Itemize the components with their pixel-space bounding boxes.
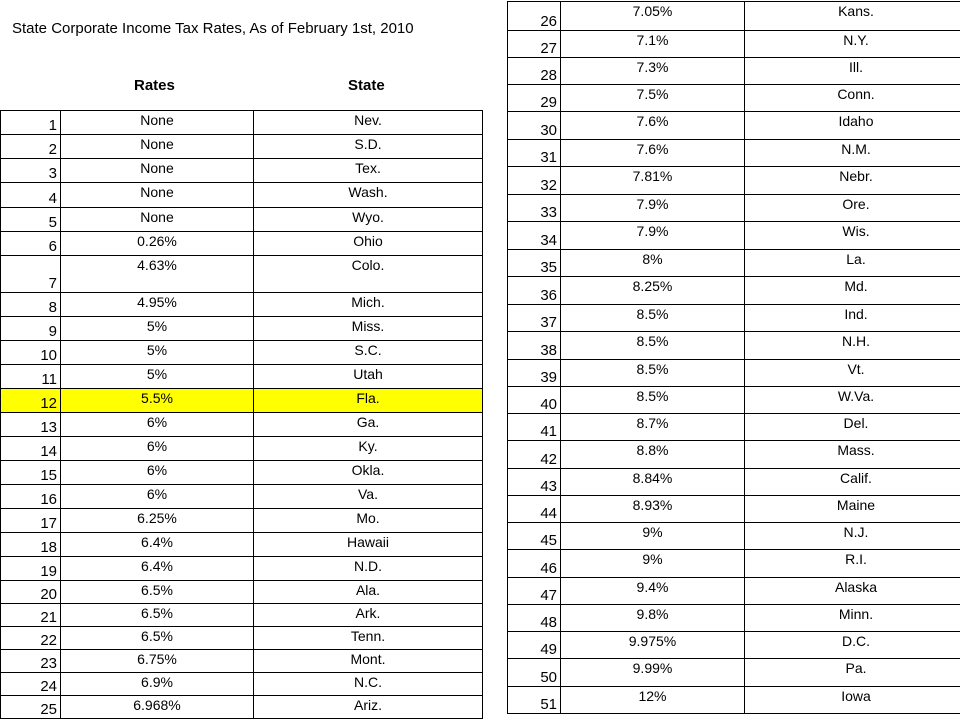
state-cell: Va. xyxy=(254,485,483,509)
rate-cell: 6.75% xyxy=(61,650,254,673)
state-cell: N.J. xyxy=(745,523,960,550)
rank-cell: 12 xyxy=(1,389,61,413)
state-cell: Hawaii xyxy=(254,533,483,557)
rate-cell: 9.4% xyxy=(561,578,745,605)
state-cell: Maine xyxy=(745,496,960,523)
rank-cell: 47 xyxy=(508,578,561,605)
table-row xyxy=(508,250,960,277)
rank-cell: 29 xyxy=(508,85,561,112)
state-cell: N.C. xyxy=(254,673,483,696)
rate-cell: 7.1% xyxy=(561,31,745,58)
table-row xyxy=(508,578,960,605)
state-cell: Vt. xyxy=(745,360,960,387)
state-cell: Calif. xyxy=(745,469,960,496)
state-cell: Utah xyxy=(254,365,483,389)
rate-cell: 8.5% xyxy=(561,360,745,387)
rate-cell: 7.6% xyxy=(561,140,745,167)
table-row xyxy=(1,232,483,256)
state-cell: Fla. xyxy=(254,389,483,413)
table-row xyxy=(1,183,483,208)
table-row xyxy=(508,167,960,195)
table-row xyxy=(1,485,483,509)
rank-cell: 14 xyxy=(1,437,61,461)
table-row xyxy=(1,437,483,461)
state-cell: Mo. xyxy=(254,509,483,533)
rate-cell: 7.9% xyxy=(561,195,745,222)
rank-cell: 11 xyxy=(1,365,61,389)
rate-cell: 7.81% xyxy=(561,167,745,195)
rank-cell: 5 xyxy=(1,208,61,232)
rank-cell: 35 xyxy=(508,250,561,277)
rate-cell: 8.5% xyxy=(561,387,745,414)
state-cell: Ky. xyxy=(254,437,483,461)
rate-cell: 7.3% xyxy=(561,58,745,85)
rank-cell: 15 xyxy=(1,461,61,485)
rank-cell: 24 xyxy=(1,673,61,696)
rate-cell: None xyxy=(61,135,254,159)
state-cell: Wyo. xyxy=(254,208,483,232)
state-cell: Wash. xyxy=(254,183,483,208)
state-cell: N.D. xyxy=(254,557,483,581)
rate-cell: 6% xyxy=(61,461,254,485)
state-cell: Ala. xyxy=(254,581,483,604)
table-row xyxy=(1,159,483,183)
rank-cell: 45 xyxy=(508,523,561,550)
rank-cell: 40 xyxy=(508,387,561,414)
state-cell: Iowa xyxy=(745,687,960,714)
rank-cell: 19 xyxy=(1,557,61,581)
state-cell: Mich. xyxy=(254,293,483,317)
rate-cell: 6% xyxy=(61,437,254,461)
state-cell: Mont. xyxy=(254,650,483,673)
state-cell: Ariz. xyxy=(254,696,483,719)
rank-cell: 38 xyxy=(508,332,561,360)
rank-cell: 31 xyxy=(508,140,561,167)
rank-cell: 16 xyxy=(1,485,61,509)
rank-cell: 43 xyxy=(508,469,561,496)
rate-cell: None xyxy=(61,208,254,232)
rank-cell: 46 xyxy=(508,550,561,578)
state-cell: Mass. xyxy=(745,441,960,469)
rank-cell: 32 xyxy=(508,167,561,195)
table-row xyxy=(1,341,483,365)
table-row xyxy=(1,413,483,437)
table-row xyxy=(1,650,483,673)
table-row xyxy=(1,673,483,696)
state-cell: Kans. xyxy=(745,2,960,31)
rate-cell: 9% xyxy=(561,550,745,578)
rank-cell: 13 xyxy=(1,413,61,437)
table-row xyxy=(508,58,960,85)
state-cell: Miss. xyxy=(254,317,483,341)
table-row xyxy=(508,414,960,441)
state-cell: N.H. xyxy=(745,332,960,360)
state-cell: Ohio xyxy=(254,232,483,256)
state-cell: Alaska xyxy=(745,578,960,605)
table-row xyxy=(1,581,483,604)
rate-cell: 5.5% xyxy=(61,389,254,413)
rank-cell: 23 xyxy=(1,650,61,673)
page-title: State Corporate Income Tax Rates, As of February 1st, 2010 xyxy=(12,20,414,37)
table-row xyxy=(1,135,483,159)
table-row xyxy=(508,387,960,414)
state-column-header: State xyxy=(348,77,385,94)
rate-cell: 7.9% xyxy=(561,222,745,250)
rate-cell: 5% xyxy=(61,365,254,389)
rank-cell: 26 xyxy=(508,2,561,31)
table-row xyxy=(1,509,483,533)
rate-cell: 9.99% xyxy=(561,659,745,687)
state-cell: S.C. xyxy=(254,341,483,365)
state-cell: Ind. xyxy=(745,305,960,332)
table-row xyxy=(508,277,960,305)
rate-cell: 5% xyxy=(61,341,254,365)
state-cell: Pa. xyxy=(745,659,960,687)
rank-cell: 25 xyxy=(1,696,61,719)
state-cell: R.I. xyxy=(745,550,960,578)
table-row xyxy=(508,222,960,250)
rank-cell: 30 xyxy=(508,112,561,140)
table-row xyxy=(508,632,960,659)
rate-cell: None xyxy=(61,159,254,183)
state-cell: Nev. xyxy=(254,111,483,135)
table-row xyxy=(1,365,483,389)
rank-cell: 34 xyxy=(508,222,561,250)
rank-cell: 10 xyxy=(1,341,61,365)
rank-cell: 2 xyxy=(1,135,61,159)
rank-cell: 9 xyxy=(1,317,61,341)
rate-cell: 7.6% xyxy=(561,112,745,140)
state-cell: Wis. xyxy=(745,222,960,250)
rate-cell: 8% xyxy=(561,250,745,277)
rate-cell: 8.8% xyxy=(561,441,745,469)
rank-cell: 17 xyxy=(1,509,61,533)
rank-cell: 4 xyxy=(1,183,61,208)
table-row xyxy=(1,293,483,317)
table-row xyxy=(1,627,483,650)
table-row xyxy=(1,256,483,293)
rate-cell: 8.93% xyxy=(561,496,745,523)
table-row xyxy=(508,195,960,222)
rank-cell: 36 xyxy=(508,277,561,305)
rate-cell: None xyxy=(61,183,254,208)
rate-cell: 8.25% xyxy=(561,277,745,305)
rate-cell: 6% xyxy=(61,485,254,509)
rank-cell: 22 xyxy=(1,627,61,650)
rank-cell: 48 xyxy=(508,605,561,632)
rate-cell: 7.5% xyxy=(561,85,745,112)
rate-cell: 4.95% xyxy=(61,293,254,317)
rank-cell: 8 xyxy=(1,293,61,317)
rank-cell: 42 xyxy=(508,441,561,469)
rank-cell: 41 xyxy=(508,414,561,441)
table-row xyxy=(508,687,960,714)
rate-cell: 6.25% xyxy=(61,509,254,533)
rate-cell: 6.9% xyxy=(61,673,254,696)
state-cell: Ga. xyxy=(254,413,483,437)
rate-cell: 8.5% xyxy=(561,332,745,360)
rate-cell: 8.84% xyxy=(561,469,745,496)
rate-cell: 6% xyxy=(61,413,254,437)
rank-cell: 1 xyxy=(1,111,61,135)
rank-cell: 49 xyxy=(508,632,561,659)
state-cell: Del. xyxy=(745,414,960,441)
table-row xyxy=(508,85,960,112)
table-row xyxy=(508,305,960,332)
state-cell: Tex. xyxy=(254,159,483,183)
rate-cell: 12% xyxy=(561,687,745,714)
rate-cell: 4.63% xyxy=(61,256,254,293)
rate-cell: 0.26% xyxy=(61,232,254,256)
table-row xyxy=(508,496,960,523)
rate-cell: 9% xyxy=(561,523,745,550)
rates-column-header: Rates xyxy=(134,77,175,94)
state-cell: S.D. xyxy=(254,135,483,159)
table-row xyxy=(508,523,960,550)
state-cell: W.Va. xyxy=(745,387,960,414)
state-cell: Ore. xyxy=(745,195,960,222)
state-cell: D.C. xyxy=(745,632,960,659)
state-cell: Conn. xyxy=(745,85,960,112)
rate-cell: 8.7% xyxy=(561,414,745,441)
rate-cell: 5% xyxy=(61,317,254,341)
rate-cell: 9.975% xyxy=(561,632,745,659)
rank-cell: 27 xyxy=(508,31,561,58)
table-row xyxy=(1,461,483,485)
rate-cell: None xyxy=(61,111,254,135)
rate-cell: 6.5% xyxy=(61,581,254,604)
table-row xyxy=(1,696,483,719)
rate-cell: 6.4% xyxy=(61,533,254,557)
state-cell: Ill. xyxy=(745,58,960,85)
table-row xyxy=(1,389,483,413)
rank-cell: 21 xyxy=(1,604,61,627)
table-row xyxy=(1,604,483,627)
rank-cell: 18 xyxy=(1,533,61,557)
tax-rate-table-right xyxy=(507,1,960,714)
state-cell: N.M. xyxy=(745,140,960,167)
state-cell: La. xyxy=(745,250,960,277)
table-row xyxy=(508,140,960,167)
state-cell: Nebr. xyxy=(745,167,960,195)
state-cell: Idaho xyxy=(745,112,960,140)
rank-cell: 37 xyxy=(508,305,561,332)
table-row xyxy=(1,208,483,232)
rate-cell: 8.5% xyxy=(561,305,745,332)
table-row xyxy=(508,112,960,140)
rank-cell: 20 xyxy=(1,581,61,604)
rank-cell: 6 xyxy=(1,232,61,256)
table-row xyxy=(508,469,960,496)
rank-cell: 44 xyxy=(508,496,561,523)
table-row xyxy=(1,533,483,557)
table-row xyxy=(508,441,960,469)
rank-cell: 39 xyxy=(508,360,561,387)
tax-rate-table-left xyxy=(0,110,483,719)
state-cell: N.Y. xyxy=(745,31,960,58)
rank-cell: 33 xyxy=(508,195,561,222)
table-row xyxy=(508,659,960,687)
table-row xyxy=(1,557,483,581)
rank-cell: 51 xyxy=(508,687,561,714)
state-cell: Minn. xyxy=(745,605,960,632)
table-row xyxy=(508,550,960,578)
rate-cell: 6.4% xyxy=(61,557,254,581)
rate-cell: 6.5% xyxy=(61,604,254,627)
state-cell: Ark. xyxy=(254,604,483,627)
rate-cell: 6.5% xyxy=(61,627,254,650)
state-cell: Colo. xyxy=(254,256,483,293)
table-row xyxy=(508,2,960,31)
rank-cell: 7 xyxy=(1,256,61,293)
rank-cell: 50 xyxy=(508,659,561,687)
state-cell: Md. xyxy=(745,277,960,305)
rate-cell: 7.05% xyxy=(561,2,745,31)
table-row xyxy=(508,332,960,360)
rate-cell: 9.8% xyxy=(561,605,745,632)
rate-cell: 6.968% xyxy=(61,696,254,719)
state-cell: Tenn. xyxy=(254,627,483,650)
table-row xyxy=(508,31,960,58)
table-row xyxy=(1,317,483,341)
table-row xyxy=(508,605,960,632)
table-row xyxy=(508,360,960,387)
rank-cell: 28 xyxy=(508,58,561,85)
state-cell: Okla. xyxy=(254,461,483,485)
table-row xyxy=(1,111,483,135)
rank-cell: 3 xyxy=(1,159,61,183)
